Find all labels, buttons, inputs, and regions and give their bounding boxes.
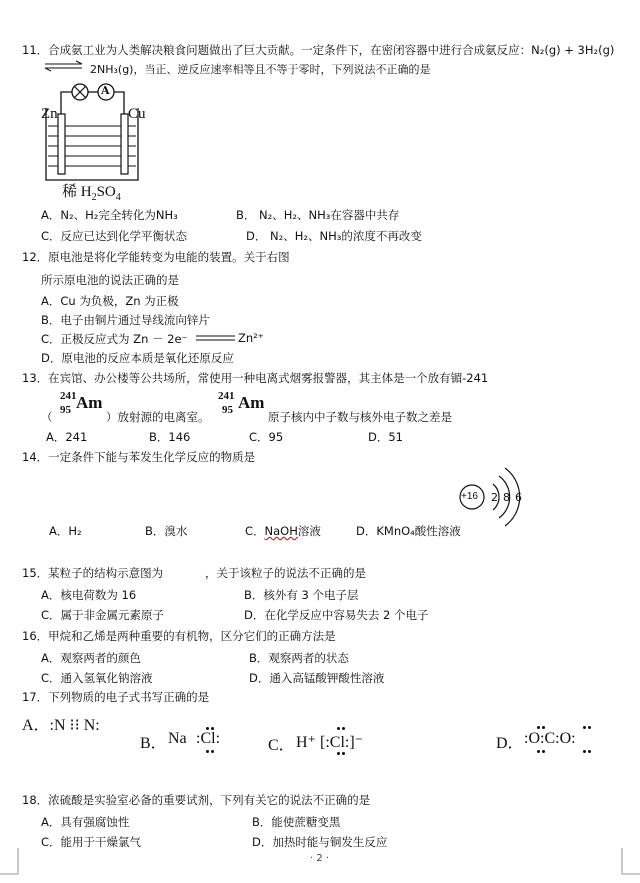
am-symbol-2: Am	[238, 393, 265, 412]
electron-dot	[206, 750, 209, 753]
q14-stem: 14．一定条件下能与苯发生化学反应的物质是	[22, 450, 256, 464]
q11-option-c: C．反应已达到化学平衡状态	[41, 229, 188, 243]
shell-1-electrons: 2	[491, 491, 498, 504]
q14-option-c: C．NaOH溶液	[245, 524, 321, 538]
q17-option-b-na: Na	[168, 730, 187, 747]
q17-stem: 17．下列物质的电子式书写正确的是	[22, 690, 210, 704]
q15-option-a: A．核电荷数为 16	[41, 588, 137, 602]
electron-dot	[542, 750, 545, 753]
q15-option-b: B．核外有 3 个电子层	[244, 588, 359, 602]
q15-stem-part2: ，关于该粒子的说法不正确的是	[205, 566, 366, 580]
q12-option-a: A．Cu 为负极，Zn 为正极	[41, 294, 179, 308]
q13-open-paren: （	[41, 410, 53, 424]
q12-option-d: D．原电池的反应本质是氧化还原反应	[41, 351, 234, 365]
q15-option-c: C．属于非金属元素原子	[41, 608, 165, 622]
q13-option-c: C．95	[249, 430, 284, 444]
q14-option-b: B．溴水	[145, 524, 188, 538]
electron-dot	[206, 727, 209, 730]
electron-dot	[211, 750, 214, 753]
electron-dot	[583, 726, 586, 729]
q18-option-a: A．具有强腐蚀性	[41, 815, 130, 829]
corner-mark-left	[0, 848, 20, 883]
zn-electrode	[58, 114, 65, 174]
electron-dot	[537, 750, 540, 753]
q17-option-a: A．:N ⁝⁝ N:	[22, 717, 100, 734]
electron-dot	[583, 750, 586, 753]
am-mass-number-2: 241	[218, 390, 235, 402]
q13-stem-line1: 13．在宾馆、办公楼等公共场所，常使用一种电离式烟雾报警器，其主体是一个放有镅-241	[22, 371, 489, 385]
q11-stem-line2: 2NH₃(g)，当正、逆反应速率相等且不等于零时，下列说法不正确的是	[90, 63, 431, 76]
q16-option-b: B．观察两者的状态	[249, 651, 349, 665]
electrolyte-label: 稀 $H_2SO_4$	[62, 184, 121, 203]
q11-option-d: D． N₂、H₂、NH₃的浓度不再改变	[246, 229, 422, 243]
q17-option-d-label: D．	[496, 735, 524, 752]
ammeter-label: A	[101, 84, 110, 97]
electron-dot	[588, 750, 591, 753]
q14-option-a: A．H₂	[49, 524, 82, 538]
cu-label: Cu	[128, 106, 146, 122]
electron-dot	[588, 726, 591, 729]
q13-option-d: D．51	[368, 430, 403, 444]
am-atomic-number-1: 95	[60, 404, 71, 416]
q12-product: Zn²⁺	[238, 331, 264, 345]
q12-option-b: B．电子由铜片通过导线流向锌片	[41, 313, 210, 327]
electron-dot	[211, 727, 214, 730]
q13-mid-text: ）放射源的电离室。	[106, 410, 210, 424]
q11-stem-line1: 11．合成氨工业为人类解决粮食问题做出了巨大贡献。一定条件下，在密闭容器中进行合成氨反应：N₂(g) + 3H₂(g)	[22, 43, 615, 57]
q16-option-c: C．通入氢氧化钠溶液	[41, 671, 153, 685]
q13-tail-text: 原子核内中子数与核外电子数之差是	[268, 410, 452, 424]
electron-dot	[537, 726, 540, 729]
q18-option-c: C．能用于干燥氯气	[41, 835, 142, 849]
q16-option-a: A．观察两者的颜色	[41, 651, 141, 665]
q16-option-d: D．通入高锰酸钾酸性溶液	[249, 671, 385, 685]
q18-option-d: D．加热时能与铜发生反应	[252, 835, 388, 849]
q18-option-b: B．能使蔗糖变黑	[252, 815, 341, 829]
zn-label: Zn	[41, 106, 58, 122]
q17-option-d-formula: :O:C:O:	[524, 730, 576, 747]
am-mass-number-1: 241	[60, 390, 77, 402]
q15-option-d: D．在化学反应中容易失去 2 个电子	[244, 608, 429, 622]
q17-option-c-label: C．	[268, 737, 295, 754]
corner-mark-right	[620, 848, 640, 883]
q12-stem-line2: 所示原电池的说法正确的是	[41, 273, 179, 287]
electron-dot	[337, 752, 340, 755]
electron-dot	[542, 726, 545, 729]
q11-option-b: B． N₂、H₂、NH₃在容器中共存	[236, 208, 400, 222]
shell-2-electrons: 8	[503, 491, 510, 504]
am-atomic-number-2: 95	[222, 404, 233, 416]
reaction-arrow-icon	[195, 333, 237, 343]
shell-3-electrons: 6	[515, 491, 522, 504]
electron-dot	[337, 727, 340, 730]
q17-option-c-cl: [:Cl:]⁻	[320, 734, 364, 751]
q12-option-c: C．正极反应式为 Zn － 2e⁻	[41, 332, 188, 346]
q14-option-d: D．KMnO₄酸性溶液	[356, 524, 461, 538]
page-number: · 2 ·	[310, 853, 330, 864]
q12-stem-line1: 12．原电池是将化学能转变为电能的装置。关于右图	[22, 250, 290, 264]
q17-option-b-cl: :Cl:	[196, 730, 221, 747]
q13-option-b: B．146	[149, 430, 191, 444]
electron-dot	[342, 752, 345, 755]
q17-option-b-label: B．	[140, 735, 167, 752]
electron-dot	[342, 727, 345, 730]
q13-option-a: A．241	[46, 430, 88, 444]
q18-stem: 18．浓硫酸是实验室必备的重要试剂，下列有关它的说法不正确的是	[22, 793, 371, 807]
nucleus-charge: +16	[461, 491, 478, 502]
equilibrium-arrow-icon	[44, 60, 84, 72]
q15-stem-part1: 15．某粒子的结构示意图为	[22, 566, 164, 580]
cu-electrode	[121, 114, 128, 174]
am-symbol-1: Am	[76, 393, 103, 412]
q17-option-c-h: H⁺	[296, 734, 316, 751]
q11-option-a: A．N₂、H₂完全转化为NH₃	[41, 208, 178, 222]
q16-stem: 16．甲烷和乙烯是两种重要的有机物，区分它们的正确方法是	[22, 629, 336, 643]
